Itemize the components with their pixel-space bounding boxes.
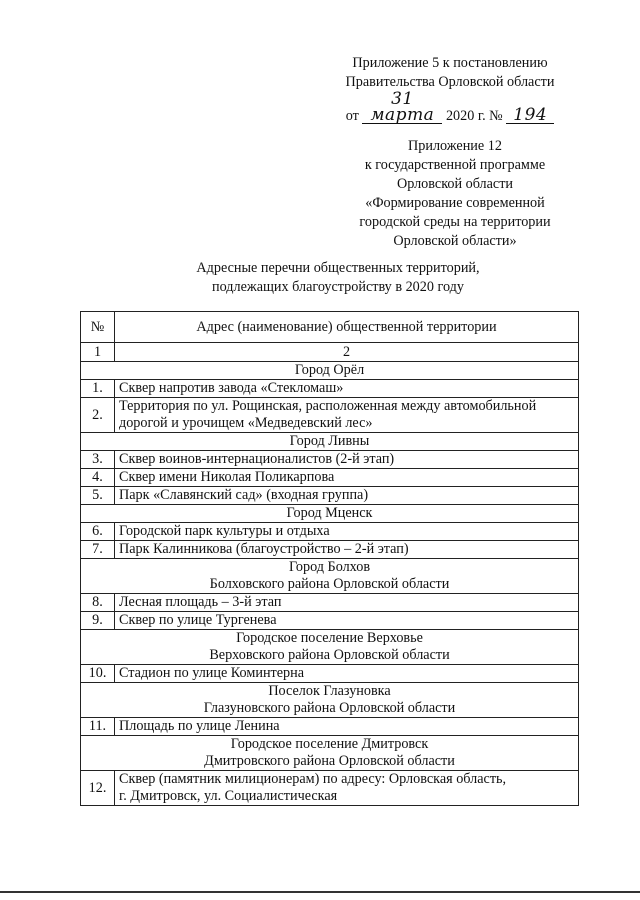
table-row (81, 487, 579, 505)
section-row (81, 433, 579, 451)
section-heading (81, 559, 579, 594)
table-row (81, 380, 579, 398)
row-number: 5. (81, 487, 115, 505)
section-heading (81, 505, 579, 523)
program-attachment-header (340, 137, 570, 251)
row-number: 7. (81, 541, 115, 559)
section-heading-line: Город Мценск (286, 505, 373, 521)
section-heading-line: Город Ливны (289, 433, 370, 449)
date-prefix: от (345, 108, 359, 124)
section-heading-line: Глазуновского района Орловской области (203, 700, 456, 716)
row-number: 12. (81, 771, 115, 806)
section-heading-line: Верховского района Орловской области (209, 647, 450, 663)
resolution-attachment-header (330, 54, 570, 126)
row-address (115, 541, 579, 559)
index-col-1: 1 (81, 343, 115, 362)
section-heading-line: Поселок Глазуновка (268, 683, 391, 699)
handwritten-number: 194 (506, 107, 554, 124)
page-bottom-rule (0, 891, 640, 893)
row-number: 10. (81, 665, 115, 683)
document-title (128, 259, 548, 297)
program-line-4: «Формирование современной (365, 195, 545, 211)
row-address (115, 398, 579, 433)
table-row (81, 771, 579, 806)
section-row (81, 736, 579, 771)
section-heading (81, 736, 579, 771)
table-row (81, 451, 579, 469)
section-heading (81, 630, 579, 665)
row-address-line: Лесная площадь – 3-й этап (119, 594, 282, 610)
row-number: 9. (81, 612, 115, 630)
program-line-6: Орловской области» (393, 233, 517, 249)
table-row (81, 523, 579, 541)
row-address (115, 771, 579, 806)
row-address-line: Парк «Славянский сад» (входная группа) (119, 487, 369, 503)
program-line-3: Орловской области (396, 176, 514, 192)
row-address (115, 523, 579, 541)
attachment-date-line (330, 91, 570, 126)
table-index-row (81, 343, 579, 362)
row-address-line: Сквер воинов-интернационалистов (2-й этап) (119, 451, 395, 467)
row-address-line: Городской парк культуры и отдыха (119, 523, 330, 539)
title-line-1: Адресные перечни общественных территорий, (196, 260, 480, 276)
section-row (81, 362, 579, 380)
section-heading-line: Дмитровского района Орловской области (204, 753, 455, 769)
program-line-2: к государственной программе (364, 157, 546, 173)
row-number: 6. (81, 523, 115, 541)
row-number: 1. (81, 380, 115, 398)
row-address (115, 594, 579, 612)
row-address-line: Площадь по улице Ленина (119, 718, 280, 734)
title-line-2: подлежащих благоустройству в 2020 году (212, 279, 464, 295)
row-address-line: дорогой и урочищем «Медведевский лес» (119, 415, 373, 431)
table-row (81, 594, 579, 612)
section-row (81, 559, 579, 594)
row-address (115, 380, 579, 398)
row-number: 4. (81, 469, 115, 487)
section-row (81, 630, 579, 665)
section-heading (81, 362, 579, 380)
section-heading-line: Город Орёл (294, 362, 365, 378)
row-address-line: Стадион по улице Коминтерна (119, 665, 305, 681)
section-heading-line: Городское поселение Верховье (236, 630, 423, 646)
row-address-line: Сквер (памятник милиционерам) по адресу: Орловская область, (119, 771, 507, 787)
handwritten-date: 31 марта (362, 91, 442, 124)
program-line-5: городской среды на территории (359, 214, 551, 230)
table-row (81, 612, 579, 630)
table-header-row (81, 312, 579, 343)
row-address (115, 469, 579, 487)
section-heading-line: Болховского района Орловской области (209, 576, 450, 592)
row-number: 3. (81, 451, 115, 469)
table-row (81, 718, 579, 736)
table-row (81, 541, 579, 559)
row-address-line: г. Дмитровск, ул. Социалистическая (119, 788, 338, 804)
header-address: Адрес (наименование) общественной территории (115, 312, 579, 343)
row-address-line: Парк Калинникова (благоустройство – 2-й этап) (119, 541, 409, 557)
row-address-line: Сквер по улице Тургенева (119, 612, 277, 628)
row-number: 11. (81, 718, 115, 736)
address-table (80, 311, 579, 806)
row-address-line: Сквер имени Николая Поликарпова (119, 469, 335, 485)
program-line-1: Приложение 12 (408, 138, 502, 154)
attachment-line-2: Правительства Орловской области (345, 73, 555, 90)
section-heading-line: Городское поселение Дмитровск (230, 736, 429, 752)
section-heading-line: Город Болхов (288, 559, 371, 575)
row-address-line: Сквер напротив завода «Стекломаш» (119, 380, 344, 396)
row-address (115, 612, 579, 630)
section-heading (81, 433, 579, 451)
section-row (81, 683, 579, 718)
row-address-line: Территория по ул. Рощинская, расположенная между автомобильной (119, 398, 537, 414)
index-col-2: 2 (115, 343, 579, 362)
row-address (115, 718, 579, 736)
section-heading (81, 683, 579, 718)
row-address (115, 665, 579, 683)
table-row (81, 398, 579, 433)
table-row (81, 665, 579, 683)
table-row (81, 469, 579, 487)
section-row (81, 505, 579, 523)
attachment-line-1: Приложение 5 к постановлению (352, 55, 548, 71)
row-number: 8. (81, 594, 115, 612)
header-number: № (81, 312, 115, 343)
date-suffix: 2020 г. № (445, 108, 503, 124)
row-address (115, 451, 579, 469)
row-address (115, 487, 579, 505)
row-number: 2. (81, 398, 115, 433)
